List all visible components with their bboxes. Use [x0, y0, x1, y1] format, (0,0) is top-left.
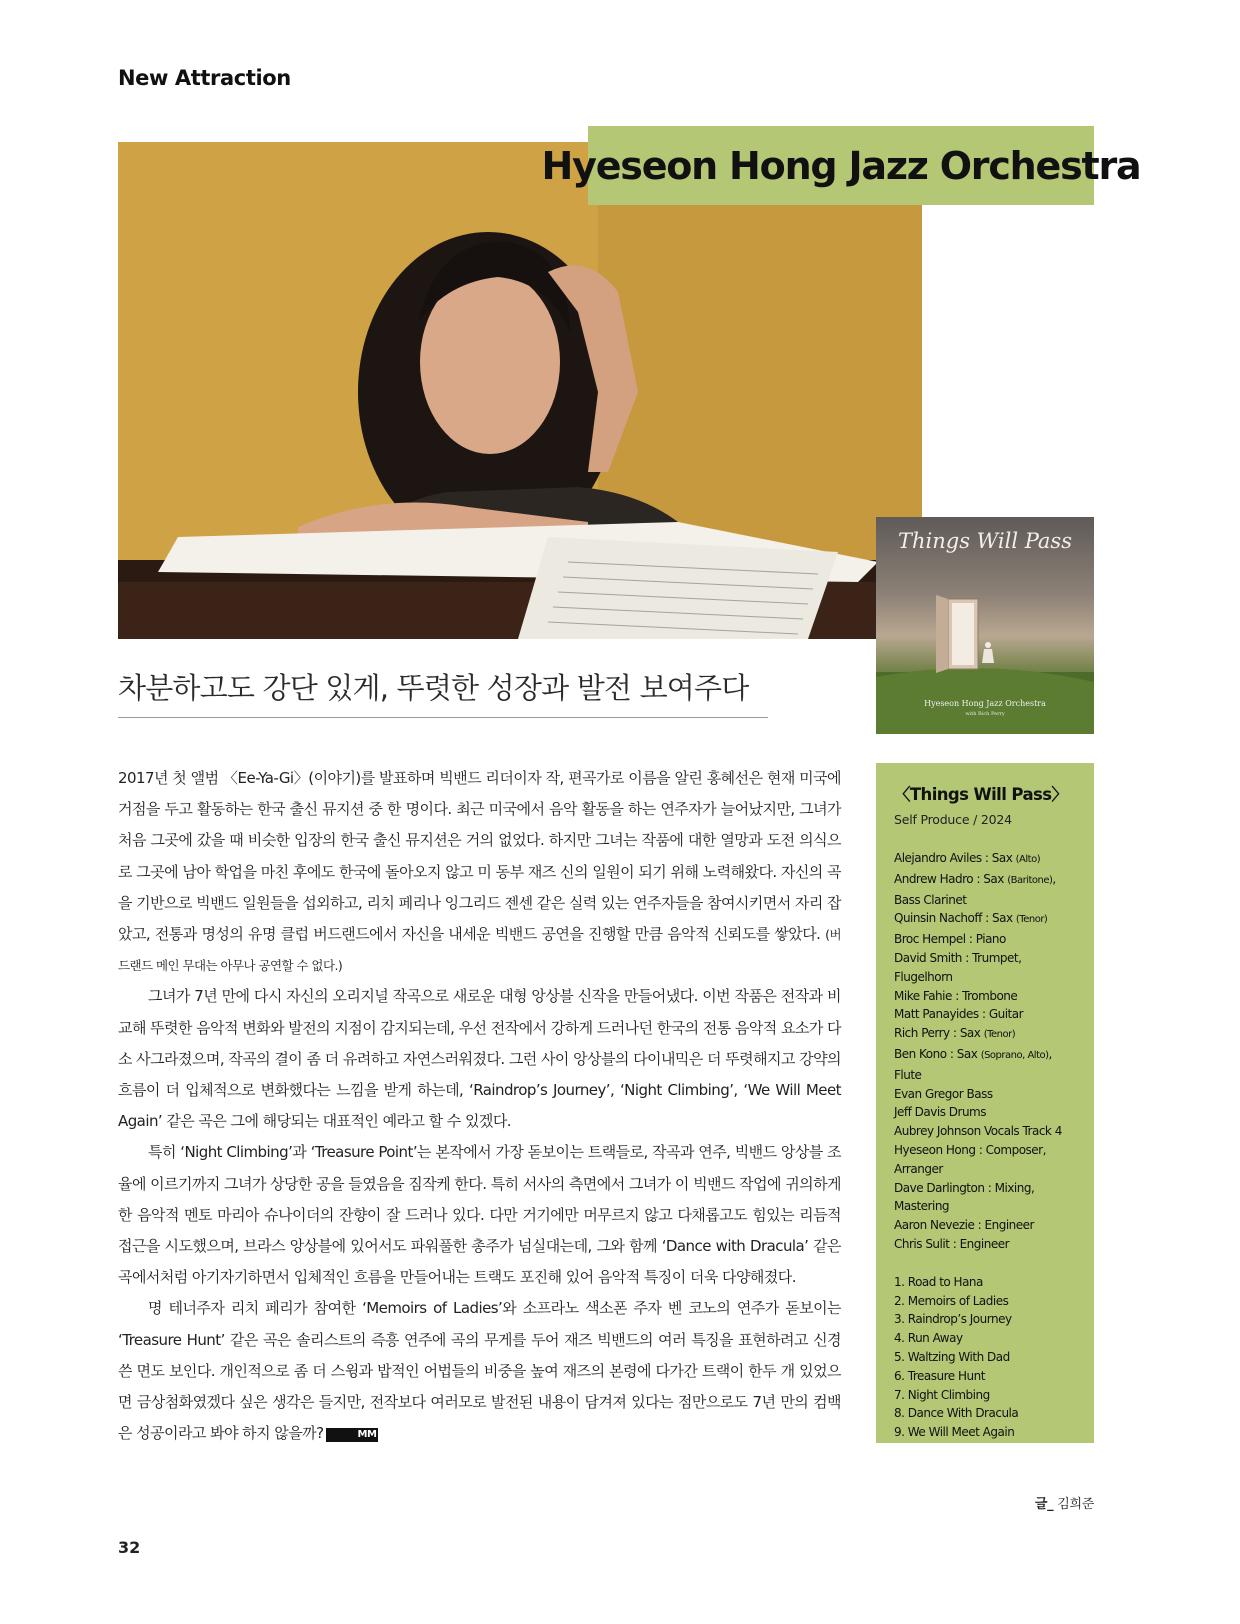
- track-list: [894, 1273, 1086, 1442]
- personnel-detail: (Tenor): [1015, 914, 1048, 926]
- personnel-role: Engineer: [959, 1236, 1010, 1251]
- personnel-extra: Arranger: [894, 1161, 943, 1176]
- personnel-role: Sax: [959, 1026, 981, 1041]
- personnel-item: Aaron Nevezie : Engineer: [894, 1218, 1034, 1233]
- personnel-item: Andrew Hadro : Sax (Baritone), Bass Clarinet: [894, 871, 1056, 907]
- hero-photo: [118, 142, 922, 639]
- article-subtitle: 차분하고도 강단 있게, 뚜렷한 성장과 발전 보여주다: [118, 666, 768, 718]
- track-item: 8. Dance With Dracula: [894, 1406, 1019, 1421]
- personnel-item: [894, 1085, 1086, 1104]
- personnel-role: Piano: [975, 932, 1006, 947]
- section-label: New Attraction: [118, 66, 291, 90]
- personnel-item: Quinsin Nachoff : Sax (Tenor): [894, 911, 1048, 926]
- personnel-extra: Bass Clarinet: [894, 892, 967, 907]
- album-cover-title: Things Will Pass: [898, 529, 1072, 553]
- paragraph-text: 2017년 첫 앨범 〈Ee-Ya-Gi〉(이야기)를 발표하며 빅밴드 리더이자 작, 편곡가로 이름을 알린 홍혜선은 현재 미국에 거점을 두고 활동하는 한국 출신 뮤지션 중 한 명이다. 최근 미국에서 음악 활동을 하는 연주자가 늘어났지만, 그녀가 처음 그곳에 갔을 때 비슷한 입장의 한국 출신 뮤지션은 거의 없었다. 하지만 그녀는 작품에 대한 열망과 도전 의식으로 그곳에 남아 학업을 마친 후에도 한국에 돌아오지 않고 미 동부 재즈 신의 일원이 되기 위해 노력해왔다. 자신의 곡을 기반으로 빅밴드 일원들을 섭외하고, 리치 페리나 잉그리드 젠센 같은 실력 있는 연주자들을 참여시키면서 자리 잡았고, 전통과 명성의 유명 클럽 버드랜드에서 자신을 내세운 빅밴드 공연을 진행할 만큼 음악적 신뢰도를 쌓았다.: [118, 769, 841, 944]
- paragraph-text: 명 테너주자 리치 페리가 참여한 ‘Memoirs of Ladies’와 소프라노 색소폰 주자 벤 코노의 연주가 돋보이는 ‘Treasure Hunt’ 같은 곡은 솔리스트의 즉흥 연주에 곡의 무게를 두어 재즈 빅밴드의 여러 특징을 표현하려고 신경 쓴 면도 보인다. 개인적으로 좀 더 스윙과 밥적인 어법들의 비중을 높여 재즈의 본령에 다가간 트랙이 한두 개 있었으면 금상첨화였겠다 싶은 생각은 들지만, 전작보다 여러모로 발전된 내용이 담겨져 있다는 점만으로도 7년 만의 컴백은 성공이라고 봐야 하지 않을까?: [118, 1299, 841, 1443]
- personnel-role: Guitar: [988, 1007, 1024, 1022]
- personnel-extra: Flute: [894, 1067, 922, 1082]
- track-item: 1. Road to Hana: [894, 1274, 983, 1289]
- credit-label: 글_: [1034, 1497, 1054, 1512]
- personnel-role: Trumpet: [972, 950, 1019, 965]
- personnel-name: Broc Hempel: [894, 932, 966, 947]
- personnel-name: Hyeseon Hong: [894, 1142, 976, 1157]
- personnel-item: Alejandro Aviles : Sax (Alto): [894, 851, 1041, 865]
- personnel-role: Sax: [956, 1046, 978, 1061]
- title-banner: [541, 126, 1141, 205]
- personnel-role: Engineer: [984, 1218, 1034, 1233]
- personnel-detail: (Baritone): [1007, 874, 1053, 886]
- personnel-text: Evan Gregor Bass: [894, 1086, 993, 1101]
- personnel-detail: (Alto): [1015, 854, 1041, 865]
- track-item: 9. We Will Meet Again: [894, 1425, 1015, 1440]
- album-cover-featuring: with Rich Perry: [965, 711, 1005, 717]
- personnel-text: Jeff Davis Drums: [894, 1105, 987, 1120]
- end-mark: MM: [326, 1428, 379, 1442]
- personnel-name: Quinsin Nachoff: [894, 911, 982, 926]
- personnel-item: [894, 1103, 1086, 1122]
- page-number: 32: [118, 1538, 141, 1557]
- personnel-item: Broc Hempel : Piano: [894, 932, 1006, 947]
- personnel-text: Aubrey Johnson Vocals Track 4: [894, 1124, 1062, 1139]
- personnel-item: [894, 1122, 1086, 1141]
- track-item: 6. Treasure Hunt: [894, 1368, 985, 1383]
- personnel-role: Trombone: [962, 988, 1018, 1003]
- track-item: 4. Run Away: [894, 1331, 963, 1346]
- album-info-sidebar: [876, 763, 1094, 1443]
- personnel-name: Matt Panayides: [894, 1007, 979, 1022]
- album-cover: [876, 517, 1094, 734]
- personnel-name: Alejandro Aviles: [894, 851, 982, 865]
- personnel-item: Mike Fahie : Trombone: [894, 988, 1018, 1003]
- album-cover-artist: Hyeseon Hong Jazz Orchestra: [924, 699, 1046, 708]
- track-item: 7. Night Climbing: [894, 1387, 990, 1402]
- personnel-name: Rich Perry: [894, 1026, 950, 1041]
- personnel-item: Chris Sulit : Engineer: [894, 1236, 1010, 1251]
- personnel-role: Sax: [992, 911, 1013, 926]
- personnel-name: Aaron Nevezie: [894, 1218, 975, 1233]
- personnel-role: Composer: [985, 1142, 1043, 1157]
- personnel-extra: Mastering: [894, 1199, 950, 1214]
- personnel-list: [894, 849, 1086, 1254]
- sidebar-label-year: Self Produce / 2024: [894, 812, 1012, 827]
- personnel-role: Mixing: [994, 1180, 1031, 1195]
- personnel-item: David Smith : Trumpet, Flugelhorn: [894, 950, 1022, 984]
- personnel-name: David Smith: [894, 950, 962, 965]
- track-item: 2. Memoirs of Ladies: [894, 1293, 1009, 1308]
- personnel-role: Sax: [991, 851, 1013, 865]
- personnel-item: Dave Darlington : Mixing, Mastering: [894, 1180, 1035, 1214]
- body-paragraph: 특히 ‘Night Climbing’과 ‘Treasure Point’는 본작에서 가장 돋보이는 트랙들로, 작곡과 연주, 빅밴드 앙상블 조율에 이르기까지 그녀가 상당한 공을 들였음을 짐작케 한다. 특히 서사의 측면에서 그녀가 이 빅밴드 작업에 귀의하게 한 음악적 멘토 마리아 슈나이더의 잔향이 잘 드러나 있다. 다만 거기에만 머무르지 않고 다채롭고도 힘있는 리듬적 접근을 시도했으며, 브라스 앙상블에 있어서도 파워풀한 총주가 넘실대는데, 그와 함께 ‘Dance with Dracula’ 같은 곡에서처럼 아기자기하면서 입체적인 흐름을 만들어내는 트랙도 포진해 있어 음악적 특징이 더욱 다양해졌다.: [118, 1143, 841, 1287]
- personnel-item: Rich Perry : Sax (Tenor): [894, 1026, 1016, 1041]
- personnel-detail: (Soprano, Alto): [980, 1049, 1049, 1061]
- personnel-detail: (Tenor): [983, 1029, 1016, 1041]
- track-item: 5. Waltzing With Dad: [894, 1349, 1010, 1364]
- body-paragraph: 그녀가 7년 만에 다시 자신의 오리지널 작곡으로 새로운 대형 앙상블 신작을 만들어냈다. 이번 작품은 전작과 비교해 뚜렷한 음악적 변화와 발전의 지점이 감지되는데, 우선 전작에서 강하게 드러나던 한국의 전통 음악적 요소가 다소 사그라졌으며, 작곡의 결이 좀 더 유려하고 자연스러워졌다. 그런 사이 앙상블의 다이내믹은 더 뚜렷해지고 강약의 흐름이 더 입체적으로 변화했다는 느낌을 받게 하는데, ‘Raindrop’s Journey’, ‘Night Climbing’, ‘We Will Meet Again’ 같은 곡은 그에 해당되는 대표적인 예라고 할 수 있겠다.: [118, 987, 841, 1131]
- birdland-note: (버드랜드 메인 무대는 아무나 공연할 수 없다.): [118, 927, 842, 974]
- personnel-name: Dave Darlington: [894, 1180, 985, 1195]
- body-paragraph: [118, 763, 841, 981]
- personnel-item: Matt Panayides : Guitar: [894, 1007, 1024, 1022]
- article-body: [118, 763, 841, 1449]
- personnel-role: Sax: [983, 871, 1004, 886]
- body-paragraph: [118, 1293, 841, 1449]
- sidebar-album-title: 〈Things Will Pass〉: [894, 785, 1068, 804]
- personnel-name: Mike Fahie: [894, 988, 952, 1003]
- personnel-name: Ben Kono: [894, 1046, 947, 1061]
- personnel-item: Ben Kono : Sax (Soprano, Alto), Flute: [894, 1046, 1052, 1082]
- personnel-name: Andrew Hadro: [894, 871, 974, 886]
- personnel-name: Chris Sulit: [894, 1236, 950, 1251]
- hero-photo-illustration: [118, 142, 922, 639]
- author-credit: [1035, 1493, 1094, 1512]
- credit-author: 김희준: [1057, 1497, 1094, 1512]
- article-title: Hyeseon Hong Jazz Orchestra: [541, 143, 1141, 188]
- personnel-extra: Flugelhorn: [894, 969, 953, 984]
- personnel-item: Hyeseon Hong : Composer, Arranger: [894, 1142, 1046, 1176]
- track-item: 3. Raindrop’s Journey: [894, 1312, 1012, 1327]
